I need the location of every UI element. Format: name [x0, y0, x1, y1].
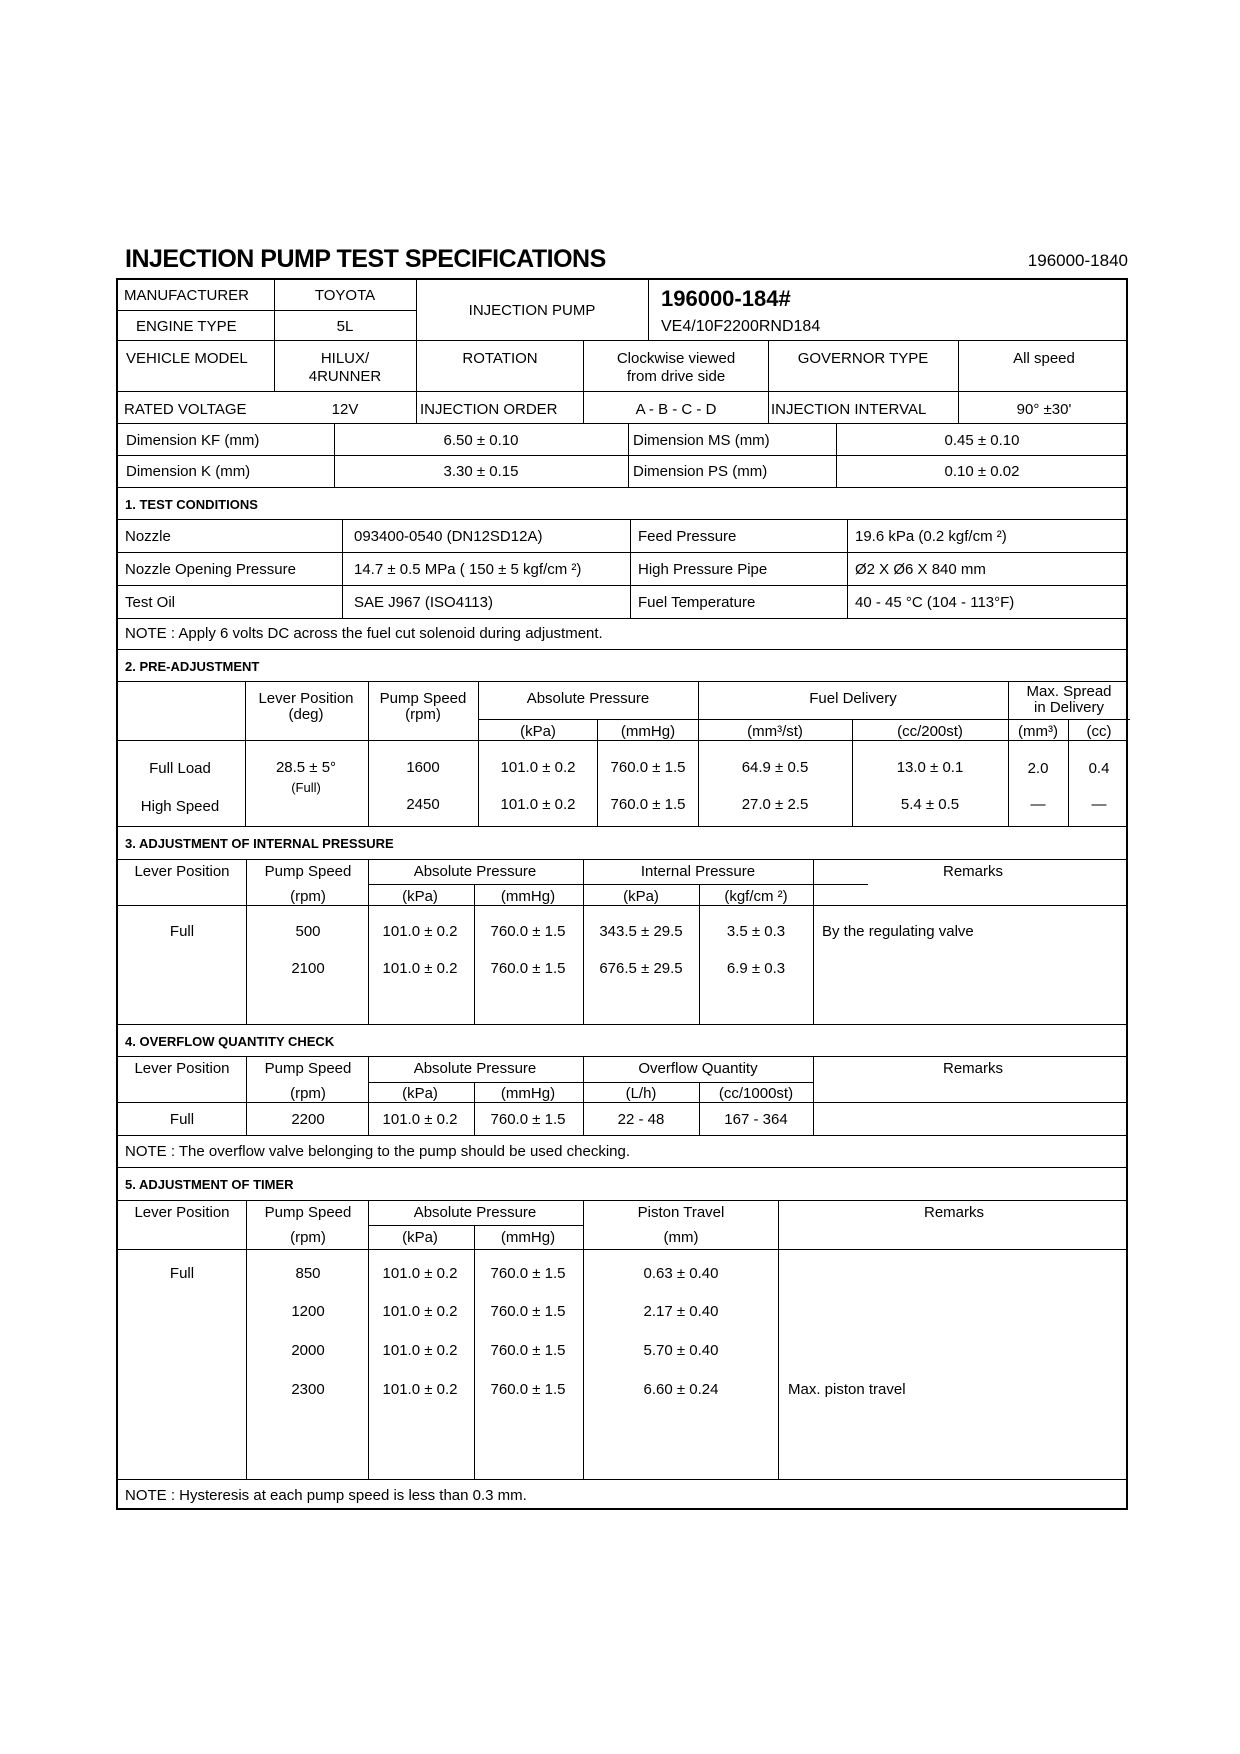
rule: [630, 519, 631, 618]
feed-pressure-value: 19.6 kPa (0.2 kgf/cm ²): [855, 528, 1007, 545]
rule: [478, 719, 1130, 720]
spec-sheet: [116, 278, 1128, 1510]
cell: 2300: [291, 1381, 325, 1398]
column-header: (rpm): [290, 1229, 326, 1246]
column-header: (mm): [663, 1229, 699, 1246]
rule: [368, 1056, 369, 1135]
column-header: (mmHg): [620, 723, 676, 740]
cell: 1600: [406, 759, 440, 776]
note: NOTE : Hysteresis at each pump speed is less than 0.3 mm.: [125, 1487, 527, 1504]
column-header: (mmHg): [500, 1085, 556, 1102]
cell: 676.5 ± 29.5: [599, 960, 683, 977]
column-header: Lever Position: [258, 690, 354, 707]
column-header: Pump Speed: [264, 1204, 352, 1221]
cell: 760.0 ± 1.5: [610, 759, 686, 776]
rule: [698, 681, 699, 826]
cell: 64.9 ± 0.5: [741, 759, 809, 776]
rule: [768, 340, 769, 423]
rule: [118, 1024, 1126, 1025]
rule: [246, 1200, 247, 1479]
cell: 760.0 ± 1.5: [490, 1303, 566, 1320]
column-header: (kPa): [520, 723, 556, 740]
rule: [368, 1225, 583, 1226]
cell: 5.70 ± 0.40: [643, 1342, 719, 1359]
rule: [847, 519, 848, 618]
engine-type-label: ENGINE TYPE: [136, 318, 237, 335]
cell: 0.4: [1088, 760, 1110, 777]
column-header: Absolute Pressure: [413, 1060, 537, 1077]
rule: [368, 1200, 369, 1479]
rule: [368, 681, 369, 826]
rule: [342, 519, 343, 618]
page-title: INJECTION PUMP TEST SPECIFICATIONS: [125, 245, 606, 273]
rotation-line1: Clockwise viewed: [616, 350, 736, 367]
rotation-line2: from drive side: [626, 368, 726, 385]
rule: [1008, 681, 1009, 826]
note: NOTE : The overflow valve belonging to the pump should be used checking.: [125, 1143, 631, 1160]
lever-position-value: Full: [169, 1111, 195, 1128]
rule: [958, 340, 959, 423]
rule: [118, 826, 1126, 827]
rule: [813, 859, 814, 1024]
rule: [118, 1056, 1126, 1057]
rule: [368, 884, 868, 885]
rule: [118, 455, 1126, 456]
dimension-ms-value: 0.45 ± 0.10: [944, 432, 1020, 449]
cell: 167 - 364: [724, 1111, 788, 1128]
column-header: Internal Pressure: [640, 863, 756, 880]
rule: [1068, 719, 1069, 826]
rule: [118, 1102, 1126, 1103]
cell: 2.17 ± 0.40: [643, 1303, 719, 1320]
cell: —: [1091, 796, 1107, 813]
rule: [118, 552, 1126, 553]
column-header: (kPa): [623, 888, 659, 905]
dimension-ms-label: Dimension MS (mm): [633, 432, 770, 449]
rule: [245, 681, 246, 826]
cell: 760.0 ± 1.5: [610, 796, 686, 813]
column-header: (rpm): [290, 1085, 326, 1102]
rule: [118, 423, 1126, 424]
manufacturer-label: MANUFACTURER: [124, 287, 250, 304]
column-header: (kPa): [402, 1229, 438, 1246]
rule: [118, 519, 1126, 520]
cell: 101.0 ± 0.2: [500, 796, 576, 813]
cell: 343.5 ± 29.5: [599, 923, 683, 940]
column-header: (deg): [288, 706, 324, 723]
rule: [118, 340, 1126, 341]
rule: [118, 1249, 1126, 1250]
cell: 27.0 ± 2.5: [741, 796, 809, 813]
injection-order-label: INJECTION ORDER: [420, 401, 558, 418]
rule: [118, 649, 1126, 650]
column-header: Remarks: [942, 863, 1004, 880]
rule: [118, 1479, 1126, 1480]
rule: [118, 740, 1126, 741]
rule: [474, 1082, 475, 1135]
cell: 500: [295, 923, 321, 940]
rated-voltage-label: RATED VOLTAGE: [124, 401, 247, 418]
rule: [583, 1200, 584, 1479]
rule: [274, 280, 275, 391]
dimension-ps-value: 0.10 ± 0.02: [944, 463, 1020, 480]
cell: 101.0 ± 0.2: [382, 960, 458, 977]
rule: [118, 1200, 1126, 1201]
cell: 760.0 ± 1.5: [490, 923, 566, 940]
cell: 13.0 ± 0.1: [896, 759, 964, 776]
nozzle-opening-pressure-label: Nozzle Opening Pressure: [125, 561, 296, 578]
rule: [583, 340, 584, 423]
column-header: Remarks: [923, 1204, 985, 1221]
feed-pressure-label: Feed Pressure: [638, 528, 737, 545]
column-header: Pump Speed: [264, 863, 352, 880]
document-number: 196000-1840: [1027, 251, 1128, 270]
nozzle-opening-pressure-value: 14.7 ± 0.5 MPa ( 150 ± 5 kgf/cm ²): [354, 561, 582, 578]
governor-type-value: All speed: [1013, 350, 1075, 367]
rule: [813, 1056, 814, 1135]
rule: [118, 310, 416, 311]
nozzle-label: Nozzle: [125, 528, 171, 545]
cell: —: [1030, 796, 1046, 813]
rule: [246, 859, 247, 1024]
injection-order-value: A - B - C - D: [635, 401, 717, 418]
nozzle-value: 093400-0540 (DN12SD12A): [354, 528, 543, 545]
dimension-kf-value: 6.50 ± 0.10: [443, 432, 519, 449]
column-header: (mmHg): [500, 1229, 556, 1246]
governor-type-label: GOVERNOR TYPE: [797, 350, 929, 367]
injection-interval-value: 90° ±30': [1016, 401, 1072, 418]
remarks-cell: By the regulating valve: [822, 923, 974, 940]
column-header: Lever Position: [134, 1204, 230, 1221]
column-header: Absolute Pressure: [526, 690, 650, 707]
cell: 760.0 ± 1.5: [490, 1381, 566, 1398]
column-header: Remarks: [942, 1060, 1004, 1077]
column-header: (kPa): [402, 1085, 438, 1102]
column-header: (kPa): [402, 888, 438, 905]
rule: [118, 1135, 1126, 1136]
lever-position-note: (Full): [291, 780, 321, 795]
column-header: (mm³/st): [747, 723, 803, 740]
rule: [852, 719, 853, 826]
section-heading: 1. TEST CONDITIONS: [125, 497, 258, 512]
column-header: (rpm): [290, 888, 326, 905]
section-heading: 3. ADJUSTMENT OF INTERNAL PRESSURE: [125, 836, 394, 851]
cell: 0.63 ± 0.40: [643, 1265, 719, 1282]
cell: 22 - 48: [617, 1111, 665, 1128]
rule: [118, 487, 1126, 488]
rule: [334, 423, 335, 487]
lever-position-value: Full: [169, 923, 195, 940]
column-header: (rpm): [405, 706, 441, 723]
cell: 2200: [291, 1111, 325, 1128]
column-header: in Delivery: [1033, 699, 1105, 716]
rated-voltage-value: 12V: [331, 401, 359, 418]
dimension-k-label: Dimension K (mm): [126, 463, 251, 480]
column-header: Fuel Delivery: [809, 690, 897, 707]
cell: 101.0 ± 0.2: [500, 759, 576, 776]
row-label: Full Load: [149, 760, 211, 777]
section-heading: 5. ADJUSTMENT OF TIMER: [125, 1177, 294, 1192]
manufacturer-value: TOYOTA: [314, 287, 376, 304]
cell: 6.60 ± 0.24: [643, 1381, 719, 1398]
rule: [628, 423, 629, 487]
cell: 2450: [406, 796, 440, 813]
cell: 101.0 ± 0.2: [382, 1342, 458, 1359]
rule: [699, 1082, 700, 1135]
cell: 101.0 ± 0.2: [382, 1111, 458, 1128]
column-header: Pump Speed: [379, 690, 467, 707]
lever-position-value: 28.5 ± 5°: [275, 759, 337, 776]
dimension-ps-label: Dimension PS (mm): [633, 463, 768, 480]
test-oil-label: Test Oil: [125, 594, 176, 611]
pump-number: 196000-184#: [661, 286, 791, 311]
rule: [368, 859, 369, 1024]
rule: [478, 681, 479, 826]
dimension-k-value: 3.30 ± 0.15: [443, 463, 519, 480]
column-header: Piston Travel: [637, 1204, 725, 1221]
cell: 101.0 ± 0.2: [382, 1381, 458, 1398]
high-pressure-pipe-value: Ø2 X Ø6 X 840 mm: [855, 561, 986, 578]
vehicle-model-line1: HILUX/: [320, 350, 370, 367]
test-oil-value: SAE J967 (ISO4113): [354, 594, 493, 611]
cell: 101.0 ± 0.2: [382, 923, 458, 940]
lever-position-value: Full: [169, 1265, 195, 1282]
engine-type-value: 5L: [336, 318, 354, 335]
remarks-cell: Max. piston travel: [788, 1381, 906, 1398]
column-header: Lever Position: [134, 863, 230, 880]
cell: 760.0 ± 1.5: [490, 1111, 566, 1128]
cell: 2.0: [1027, 760, 1049, 777]
rule: [597, 719, 598, 826]
column-header: (mm³): [1018, 723, 1058, 740]
cell: 760.0 ± 1.5: [490, 1342, 566, 1359]
note: NOTE : Apply 6 volts DC across the fuel cut solenoid during adjustment.: [125, 625, 603, 642]
cell: 850: [295, 1265, 321, 1282]
rule: [246, 1056, 247, 1135]
rule: [118, 618, 1126, 619]
column-header: Max. Spread: [1026, 683, 1112, 700]
cell: 2100: [291, 960, 325, 977]
rule: [118, 585, 1126, 586]
column-header: (cc/1000st): [718, 1085, 794, 1102]
column-header: (cc/200st): [897, 723, 963, 740]
column-header: Absolute Pressure: [413, 1204, 537, 1221]
rotation-label: ROTATION: [462, 350, 538, 367]
rule: [118, 681, 1126, 682]
rule: [118, 391, 1126, 392]
column-header: Lever Position: [134, 1060, 230, 1077]
cell: 101.0 ± 0.2: [382, 1265, 458, 1282]
pump-model: VE4/10F2200RND184: [661, 318, 821, 335]
cell: 1200: [291, 1303, 325, 1320]
rule: [648, 280, 649, 340]
section-heading: 4. OVERFLOW QUANTITY CHECK: [125, 1034, 335, 1049]
rule: [474, 1225, 475, 1479]
column-header: Absolute Pressure: [413, 863, 537, 880]
injection-interval-label: INJECTION INTERVAL: [771, 401, 927, 418]
cell: 2000: [291, 1342, 325, 1359]
rule: [836, 423, 837, 487]
fuel-temperature-label: Fuel Temperature: [638, 594, 756, 611]
rule: [118, 859, 1126, 860]
fuel-temperature-value: 40 - 45 °C (104 - 113°F): [855, 594, 1015, 611]
column-header: Pump Speed: [264, 1060, 352, 1077]
cell: 5.4 ± 0.5: [900, 796, 960, 813]
cell: 101.0 ± 0.2: [382, 1303, 458, 1320]
row-label: High Speed: [140, 798, 220, 815]
section-heading: 2. PRE-ADJUSTMENT: [125, 659, 260, 674]
cell: 6.9 ± 0.3: [726, 960, 786, 977]
column-header: (kgf/cm ²): [724, 888, 788, 905]
rule: [118, 905, 1126, 906]
dimension-kf-label: Dimension KF (mm): [126, 432, 260, 449]
high-pressure-pipe-label: High Pressure Pipe: [638, 561, 768, 578]
column-header: Overflow Quantity: [638, 1060, 758, 1077]
rule: [583, 859, 584, 1024]
cell: 3.5 ± 0.3: [726, 923, 786, 940]
vehicle-model-line2: 4RUNNER: [308, 368, 382, 385]
rule: [416, 280, 417, 423]
rule: [474, 884, 475, 1024]
vehicle-model-label: VEHICLE MODEL: [126, 350, 248, 367]
cell: 760.0 ± 1.5: [490, 960, 566, 977]
injection-pump-label: INJECTION PUMP: [468, 302, 596, 319]
rule: [583, 1056, 584, 1135]
rule: [778, 1200, 779, 1479]
column-header: (cc): [1086, 723, 1112, 740]
column-header: (L/h): [625, 1085, 657, 1102]
cell: 760.0 ± 1.5: [490, 1265, 566, 1282]
rule: [118, 1167, 1126, 1168]
rule: [699, 884, 700, 1024]
rule: [368, 1082, 813, 1083]
column-header: (mmHg): [500, 888, 556, 905]
